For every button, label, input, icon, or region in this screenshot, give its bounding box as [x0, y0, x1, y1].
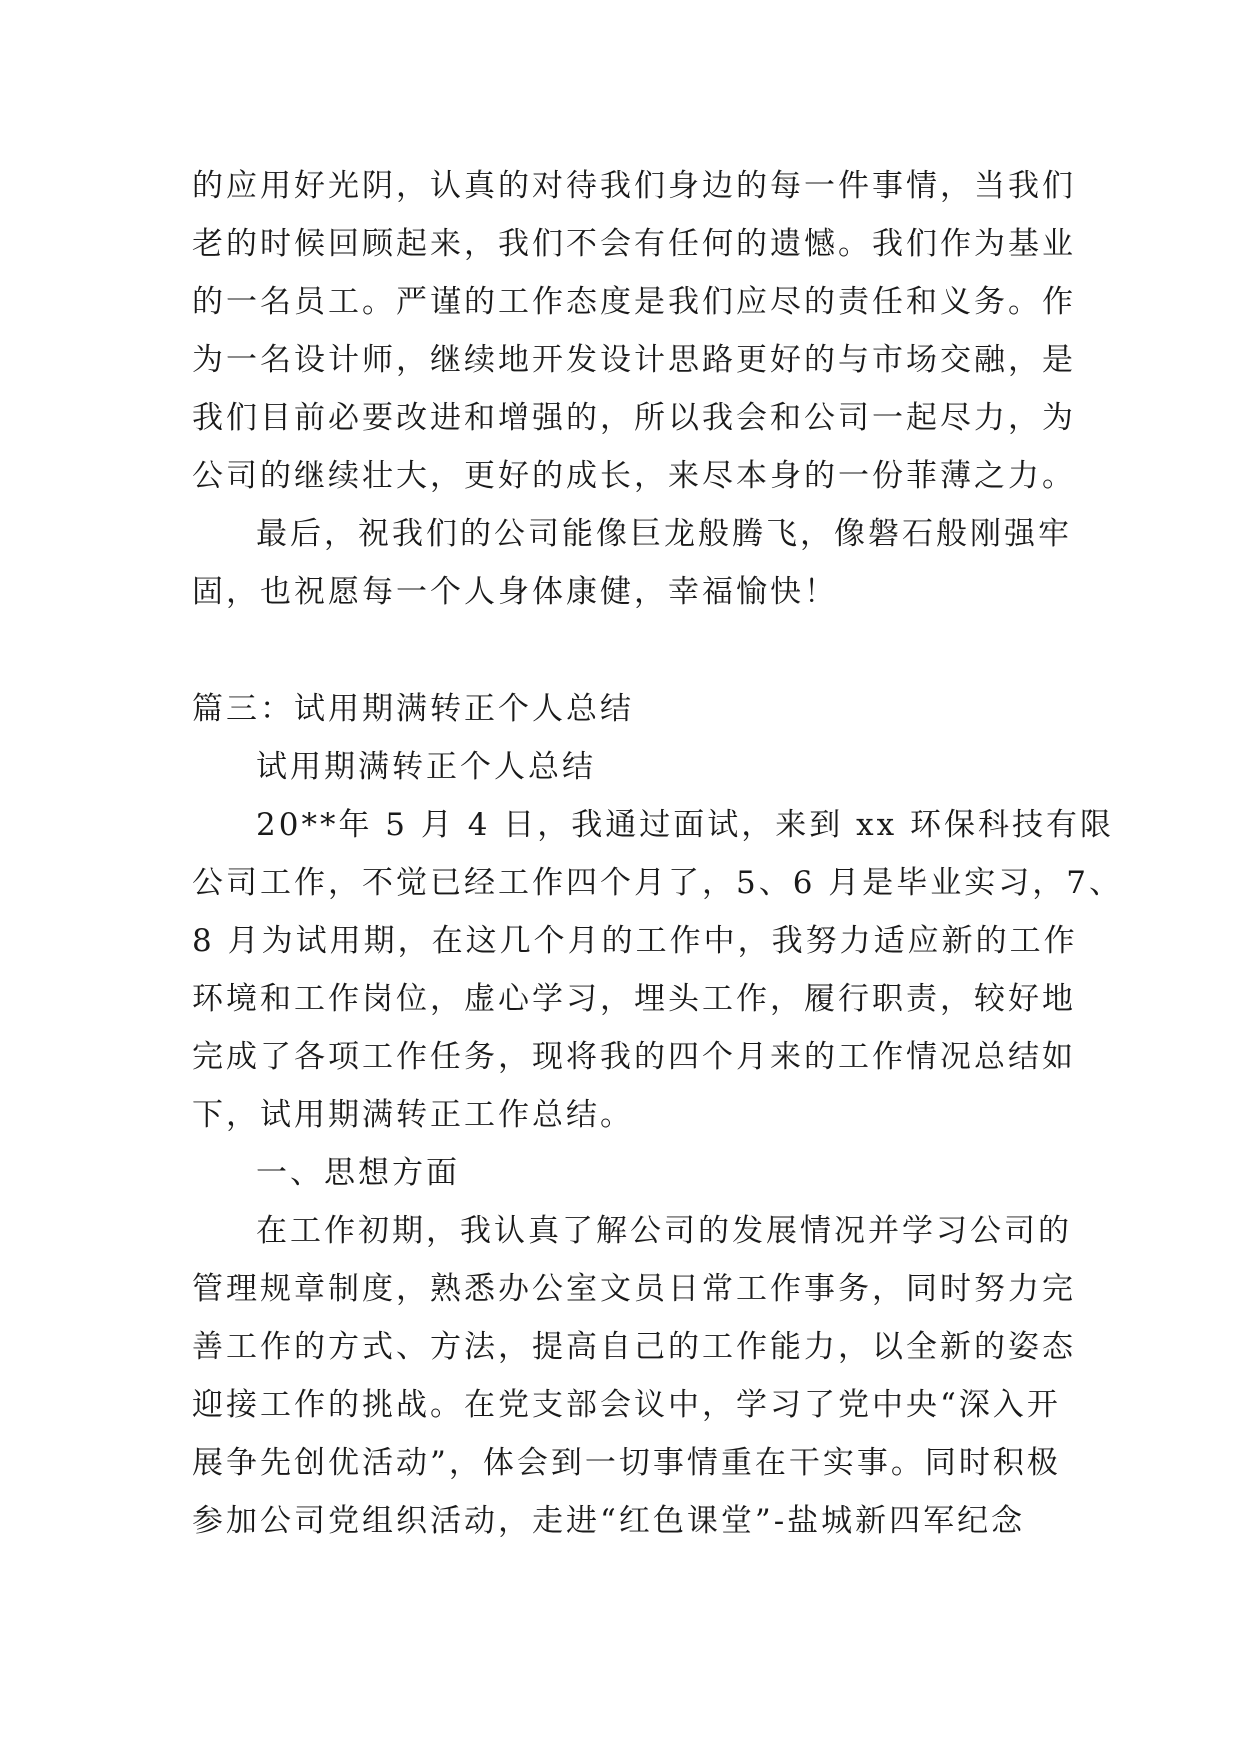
- closing-paragraph-line: 固，也祝愿每一个人身体康健，幸福愉快！: [192, 574, 838, 610]
- intro-paragraph-line: 8 月为试用期，在这几个月的工作中，我努力适应新的工作: [192, 923, 1078, 959]
- thought-paragraph-line: 参加公司党组织活动，走进“红色课堂”-盐城新四军纪念: [192, 1503, 1026, 1539]
- thought-paragraph-line: 管理规章制度，熟悉办公室文员日常工作事务，同时努力完: [192, 1271, 1076, 1307]
- thought-paragraph-line: 在工作初期，我认真了解公司的发展情况并学习公司的: [256, 1213, 1072, 1249]
- subheading-thought: 一、思想方面: [256, 1155, 460, 1191]
- paragraph-line: 公司的继续壮大，更好的成长，来尽本身的一份菲薄之力。: [192, 458, 1076, 494]
- paragraph-line: 的应用好光阴，认真的对待我们身边的每一件事情，当我们: [192, 168, 1076, 204]
- intro-paragraph-line: 公司工作，不觉已经工作四个月了，5、6 月是毕业实习，7、: [192, 865, 1124, 901]
- section-heading: 篇三：试用期满转正个人总结: [192, 691, 634, 727]
- paragraph-line: 我们目前必要改进和增强的，所以我会和公司一起尽力，为: [192, 400, 1076, 436]
- intro-paragraph-line: 完成了各项工作任务，现将我的四个月来的工作情况总结如: [192, 1039, 1076, 1075]
- paragraph-line: 的一名员工。严谨的工作态度是我们应尽的责任和义务。作: [192, 284, 1076, 320]
- top-text-block: [192, 157, 1076, 621]
- thought-paragraph-line: 展争先创优活动”，体会到一切事情重在干实事。同时积极: [192, 1445, 1061, 1481]
- intro-paragraph-line: 环境和工作岗位，虚心学习，埋头工作，履行职责，较好地: [192, 981, 1076, 1017]
- section-title: 试用期满转正个人总结: [256, 749, 596, 785]
- intro-paragraph-line: 20**年 5 月 4 日，我通过面试，来到 xx 环保科技有限: [256, 807, 1114, 843]
- intro-paragraph-line: 下，试用期满转正工作总结。: [192, 1097, 634, 1133]
- thought-paragraph-line: 迎接工作的挑战。在党支部会议中，学习了党中央“深入开: [192, 1387, 1061, 1423]
- thought-paragraph-line: 善工作的方式、方法，提高自己的工作能力，以全新的姿态: [192, 1329, 1076, 1365]
- section-three-block: [192, 680, 1124, 1550]
- closing-paragraph-line: 最后，祝我们的公司能像巨龙般腾飞，像磐石般刚强牢: [256, 516, 1072, 552]
- paragraph-line: 老的时候回顾起来，我们不会有任何的遗憾。我们作为基业: [192, 226, 1076, 262]
- paragraph-line: 为一名设计师，继续地开发设计思路更好的与市场交融，是: [192, 342, 1076, 378]
